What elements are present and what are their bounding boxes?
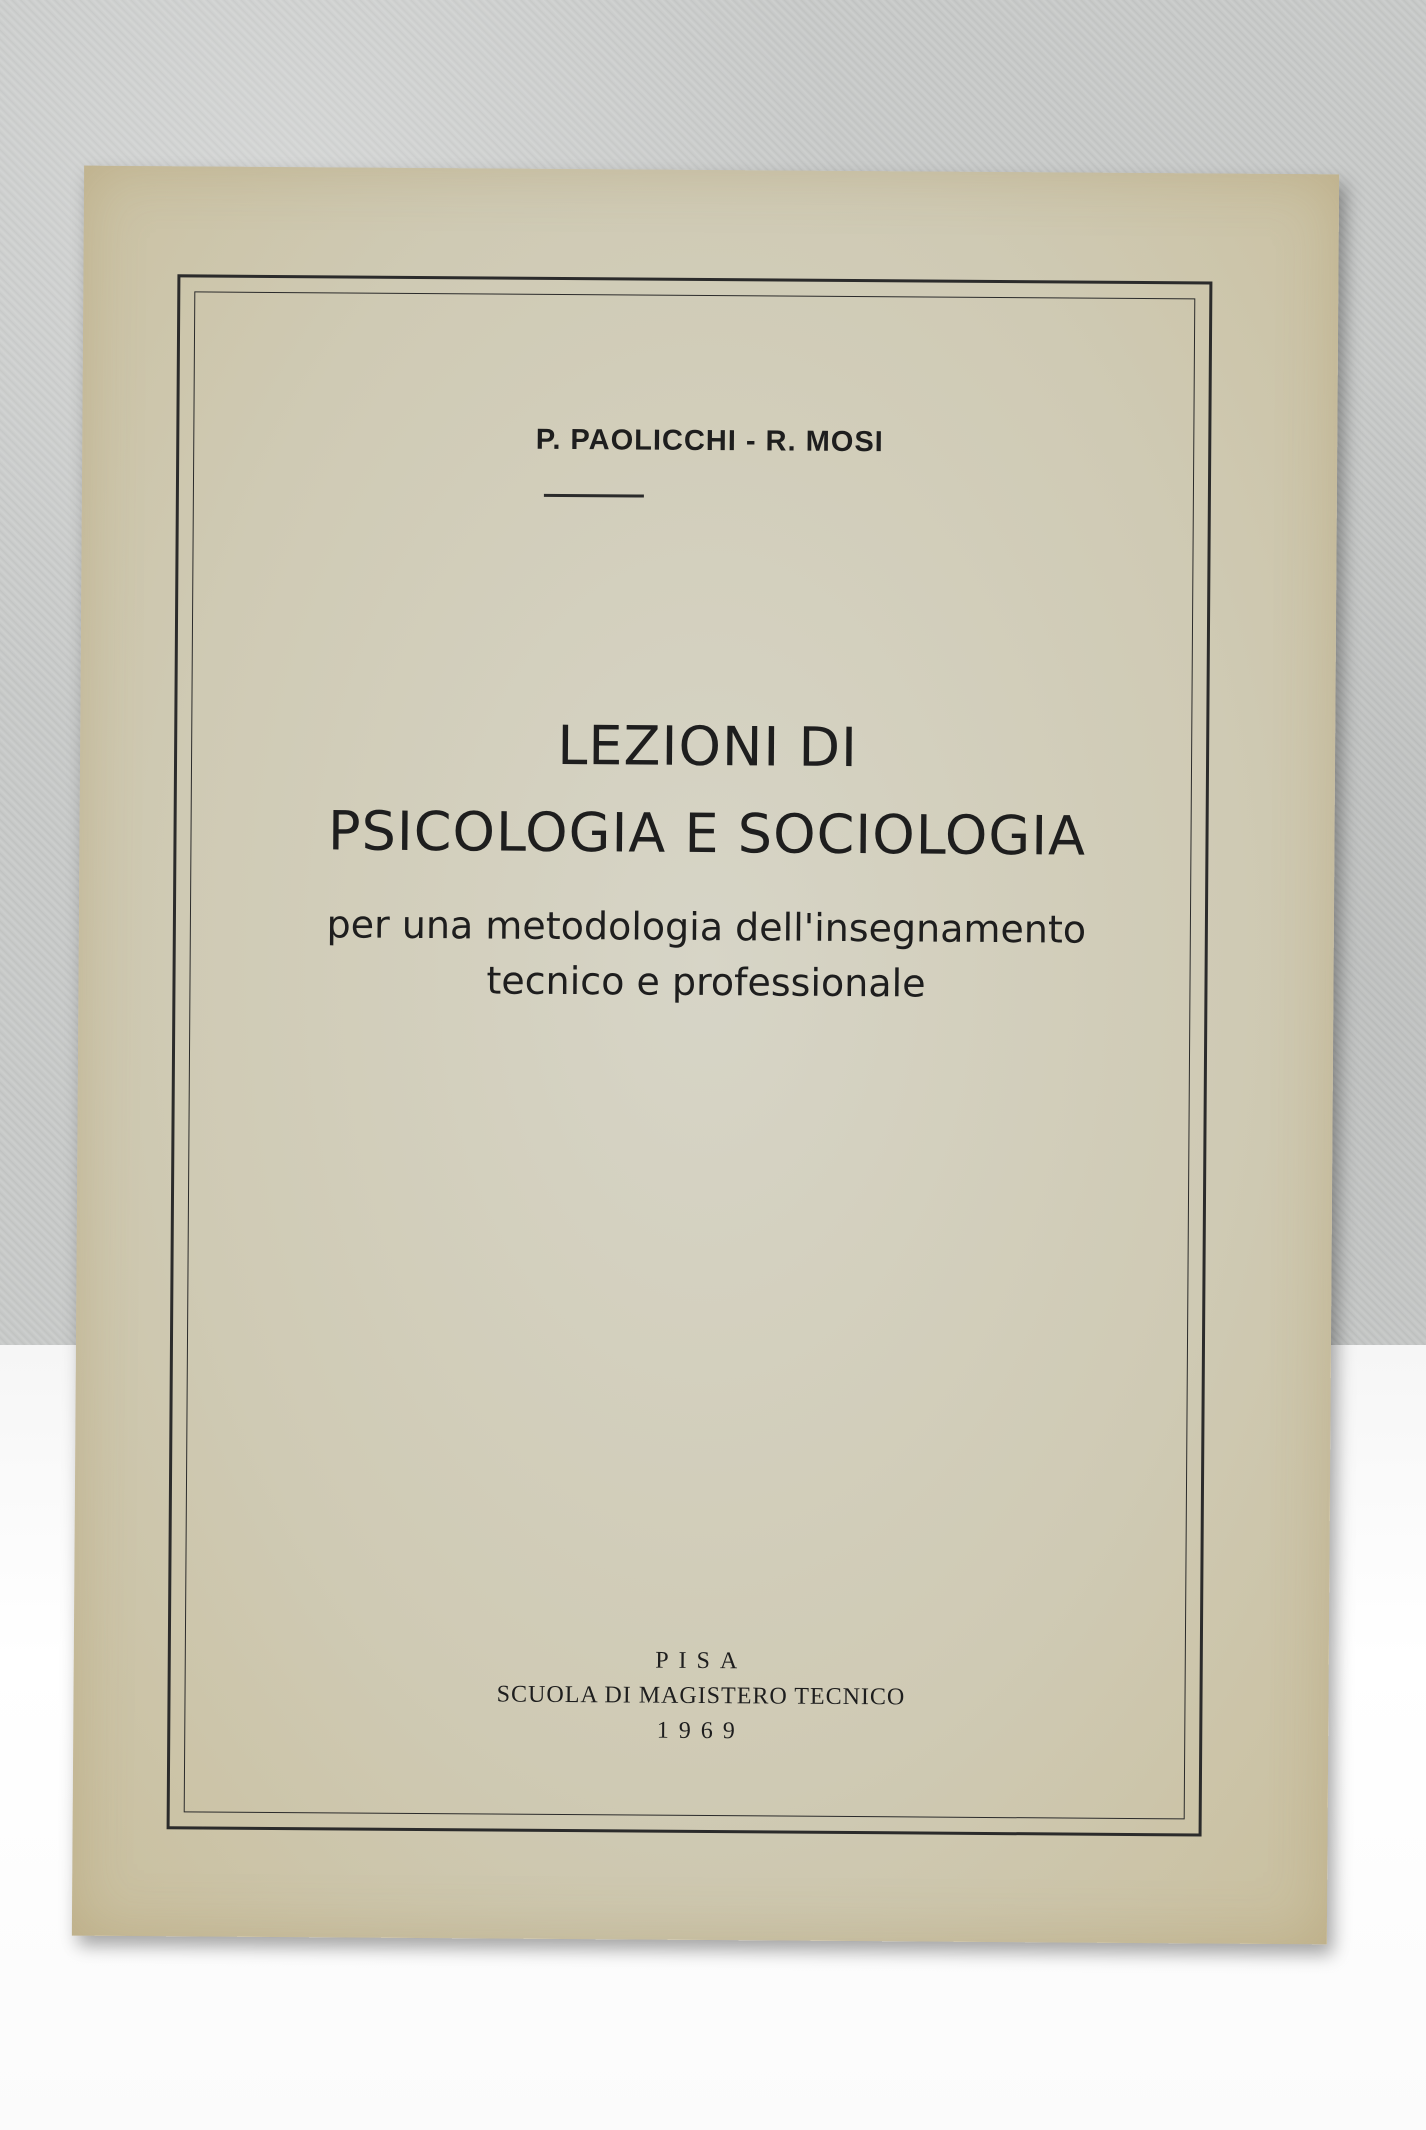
cover-inner-border — [184, 291, 1196, 1819]
publication-year: 1969 — [656, 1717, 745, 1745]
authors-line: P. PAOLICCHI - R. MOSI — [535, 423, 884, 459]
publication-place: PISA — [655, 1647, 748, 1675]
title-line-2: PSICOLOGIA E SOCIOLOGIA — [327, 799, 1087, 868]
cover-border-frame — [167, 274, 1213, 1836]
title-line-1: LEZIONI DI — [557, 713, 859, 780]
publisher-name: SCUOLA DI MAGISTERO TECNICO — [496, 1681, 906, 1711]
book-cover — [72, 166, 1339, 1945]
subtitle-line-1: per una metodologia dell'insegnamento — [326, 902, 1087, 952]
subtitle-line-2: tecnico e professionale — [486, 958, 926, 1006]
